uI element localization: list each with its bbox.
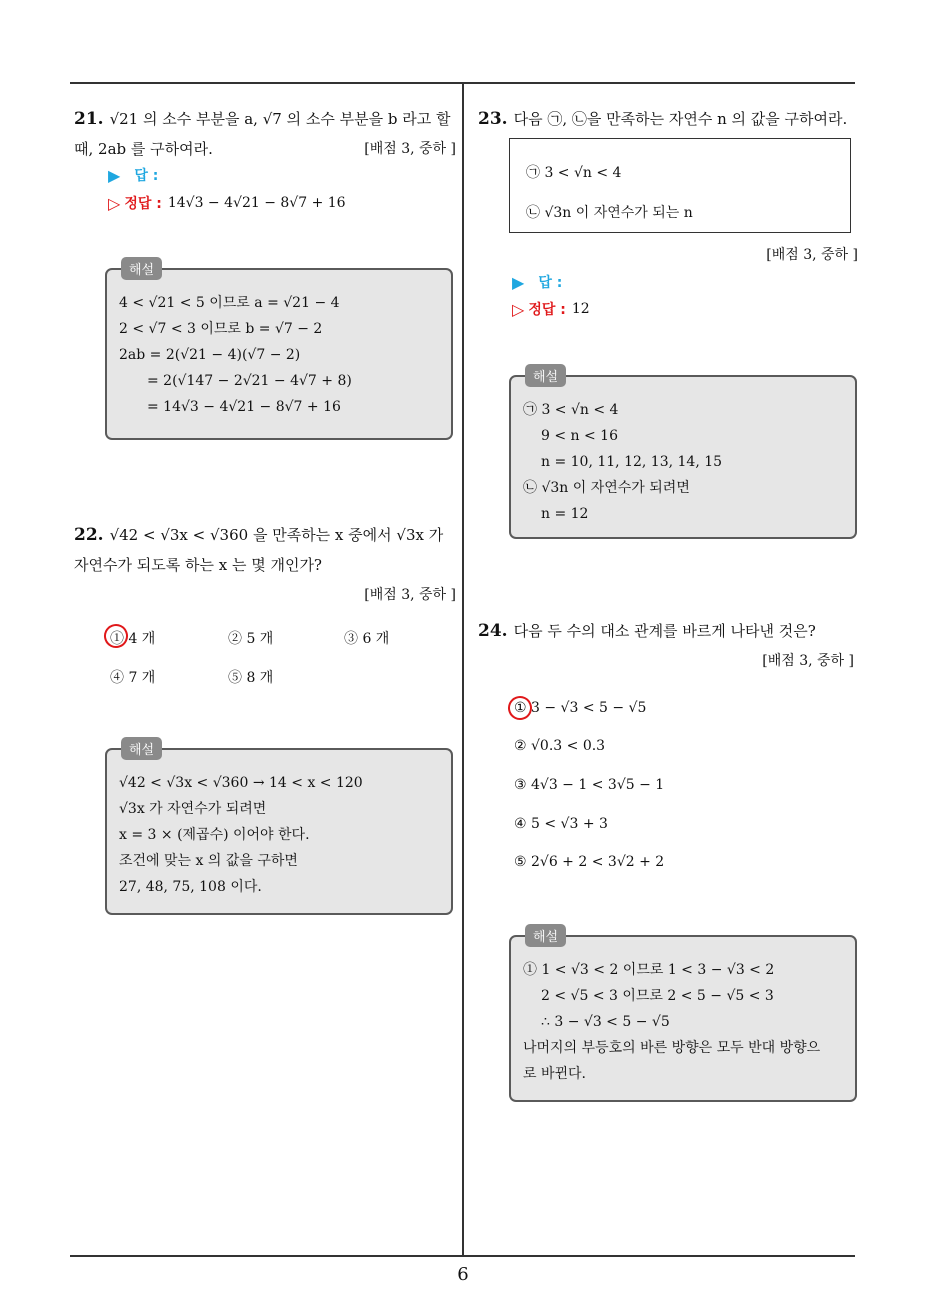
question-21-score: [배점 3, 중하 ]: [364, 141, 456, 157]
solution-line: 로 바뀐다.: [523, 1066, 586, 1082]
question-23-solution: [509, 370, 857, 539]
bottom-rule: [70, 1255, 855, 1257]
question-22-score: [배점 3, 중하 ]: [364, 587, 456, 603]
solution-line: x = 3 × (제곱수) 이어야 한다.: [119, 827, 310, 843]
solution-line: 4 < √21 < 5 이므로 a = √21 − 4: [119, 295, 340, 311]
page-number: 6: [457, 1264, 469, 1285]
solution-line: n = 12: [541, 506, 589, 522]
solution-line: √3x 가 자연수가 되려면: [119, 801, 267, 817]
question-23-conditions: [509, 138, 851, 233]
condition-b: ㉡ √3n 이 자연수가 되는 n: [526, 205, 693, 221]
answer-label: 답 :: [538, 275, 563, 291]
solution-line: √42 < √3x < √360 → 14 < x < 120: [119, 775, 363, 791]
solution-line: 2 < √5 < 3 이므로 2 < 5 − √5 < 3: [541, 988, 774, 1004]
answer-label: 답 :: [134, 168, 159, 184]
correct-arrow-icon: ▷: [512, 299, 525, 319]
solution-line: 2ab = 2(√21 − 4)(√7 − 2): [119, 347, 301, 363]
correct-arrow-icon: ▷: [108, 193, 121, 213]
question-21-answer: [108, 165, 158, 185]
question-22: [74, 520, 456, 610]
condition-a: ㉠ 3 < √n < 4: [526, 165, 622, 181]
answer-arrow-icon: ▶: [108, 165, 121, 185]
question-24-line1: [478, 616, 854, 646]
question-23: [478, 104, 858, 134]
solution-tag: 해설: [525, 364, 566, 387]
question-23-number: 23.: [478, 109, 508, 129]
solution-tag: 해설: [121, 737, 162, 760]
solution-line: ㉡ √3n 이 자연수가 되려면: [523, 480, 690, 496]
question-22-choice-3[interactable]: ③ 6 개: [344, 631, 390, 647]
question-21: [74, 104, 456, 164]
question-24-choice-2[interactable]: ② √0.3 < 0.3: [514, 738, 606, 754]
solution-line: = 2(√147 − 2√21 − 4√7 + 8): [147, 373, 352, 389]
solution-tag: 해설: [121, 257, 162, 280]
solution-line: 나머지의 부등호의 바른 방향은 모두 반대 방향으: [523, 1040, 821, 1056]
question-23-score: [배점 3, 중하 ]: [766, 247, 858, 263]
question-23-text: 다음 ㉠, ㉡을 만족하는 자연수 n 의 값을 구하여라.: [513, 110, 848, 128]
question-22-choice-4[interactable]: ④ 7 개: [110, 670, 156, 686]
question-22-choice-2[interactable]: ② 5 개: [228, 631, 274, 647]
solution-line: 2 < √7 < 3 이므로 b = √7 − 2: [119, 321, 323, 337]
question-24-solution: [509, 930, 857, 1102]
question-21-correct: [108, 193, 346, 213]
question-21-line1: [74, 104, 456, 134]
column-divider: [462, 84, 464, 1256]
answer-arrow-icon: ▶: [512, 272, 525, 292]
question-21-text2: 때, 2ab 를 구하여라.: [74, 140, 213, 158]
question-23-line1: [478, 104, 858, 134]
correct-value: 12: [571, 301, 590, 317]
question-22-choice-1[interactable]: ① 4 개: [110, 631, 156, 647]
solution-line: 조건에 맞는 x 의 값을 구하면: [119, 853, 298, 869]
solution-line: 27, 48, 75, 108 이다.: [119, 879, 262, 895]
question-21-text1: √21 의 소수 부분을 a, √7 의 소수 부분을 b 라고 할: [109, 110, 451, 128]
question-22-text2: 자연수가 되도록 하는 x 는 몇 개인가?: [74, 556, 322, 574]
question-23-correct: [512, 299, 590, 319]
question-24-choice-1[interactable]: ① 3 − √3 < 5 − √5: [514, 700, 647, 716]
solution-line: ① 1 < √3 < 2 이므로 1 < 3 − √3 < 2: [523, 962, 775, 978]
question-24: [478, 616, 854, 676]
question-21-line2: [74, 134, 456, 164]
solution-tag: 해설: [525, 924, 566, 947]
question-22-line1: [74, 520, 456, 550]
question-24-score: [배점 3, 중하 ]: [762, 653, 854, 669]
solution-line: ∴ 3 − √3 < 5 − √5: [541, 1014, 670, 1030]
question-21-number: 21.: [74, 109, 104, 129]
correct-label: 정답 :: [124, 196, 162, 212]
question-21-solution: [105, 263, 453, 440]
question-24-choice-5[interactable]: ⑤ 2√6 + 2 < 3√2 + 2: [514, 854, 665, 870]
question-22-number: 22.: [74, 525, 104, 545]
question-22-choice-5[interactable]: ⑤ 8 개: [228, 670, 274, 686]
question-24-choice-3[interactable]: ③ 4√3 − 1 < 3√5 − 1: [514, 777, 665, 793]
correct-label: 정답 :: [528, 302, 566, 318]
question-23-answer: [512, 272, 562, 292]
solution-line: 9 < n < 16: [541, 428, 618, 444]
question-24-text: 다음 두 수의 대소 관계를 바르게 나타낸 것은?: [513, 622, 816, 640]
question-22-text1: √42 < √3x < √360 을 만족하는 x 중에서 √3x 가: [109, 526, 444, 544]
solution-line: ㉠ 3 < √n < 4: [523, 402, 619, 418]
question-22-solution: [105, 743, 453, 915]
solution-line: n = 10, 11, 12, 13, 14, 15: [541, 454, 723, 470]
question-24-number: 24.: [478, 621, 508, 641]
question-24-choice-4[interactable]: ④ 5 < √3 + 3: [514, 816, 608, 832]
solution-line: = 14√3 − 4√21 − 8√7 + 16: [147, 399, 341, 415]
correct-value: 14√3 − 4√21 − 8√7 + 16: [167, 195, 346, 211]
